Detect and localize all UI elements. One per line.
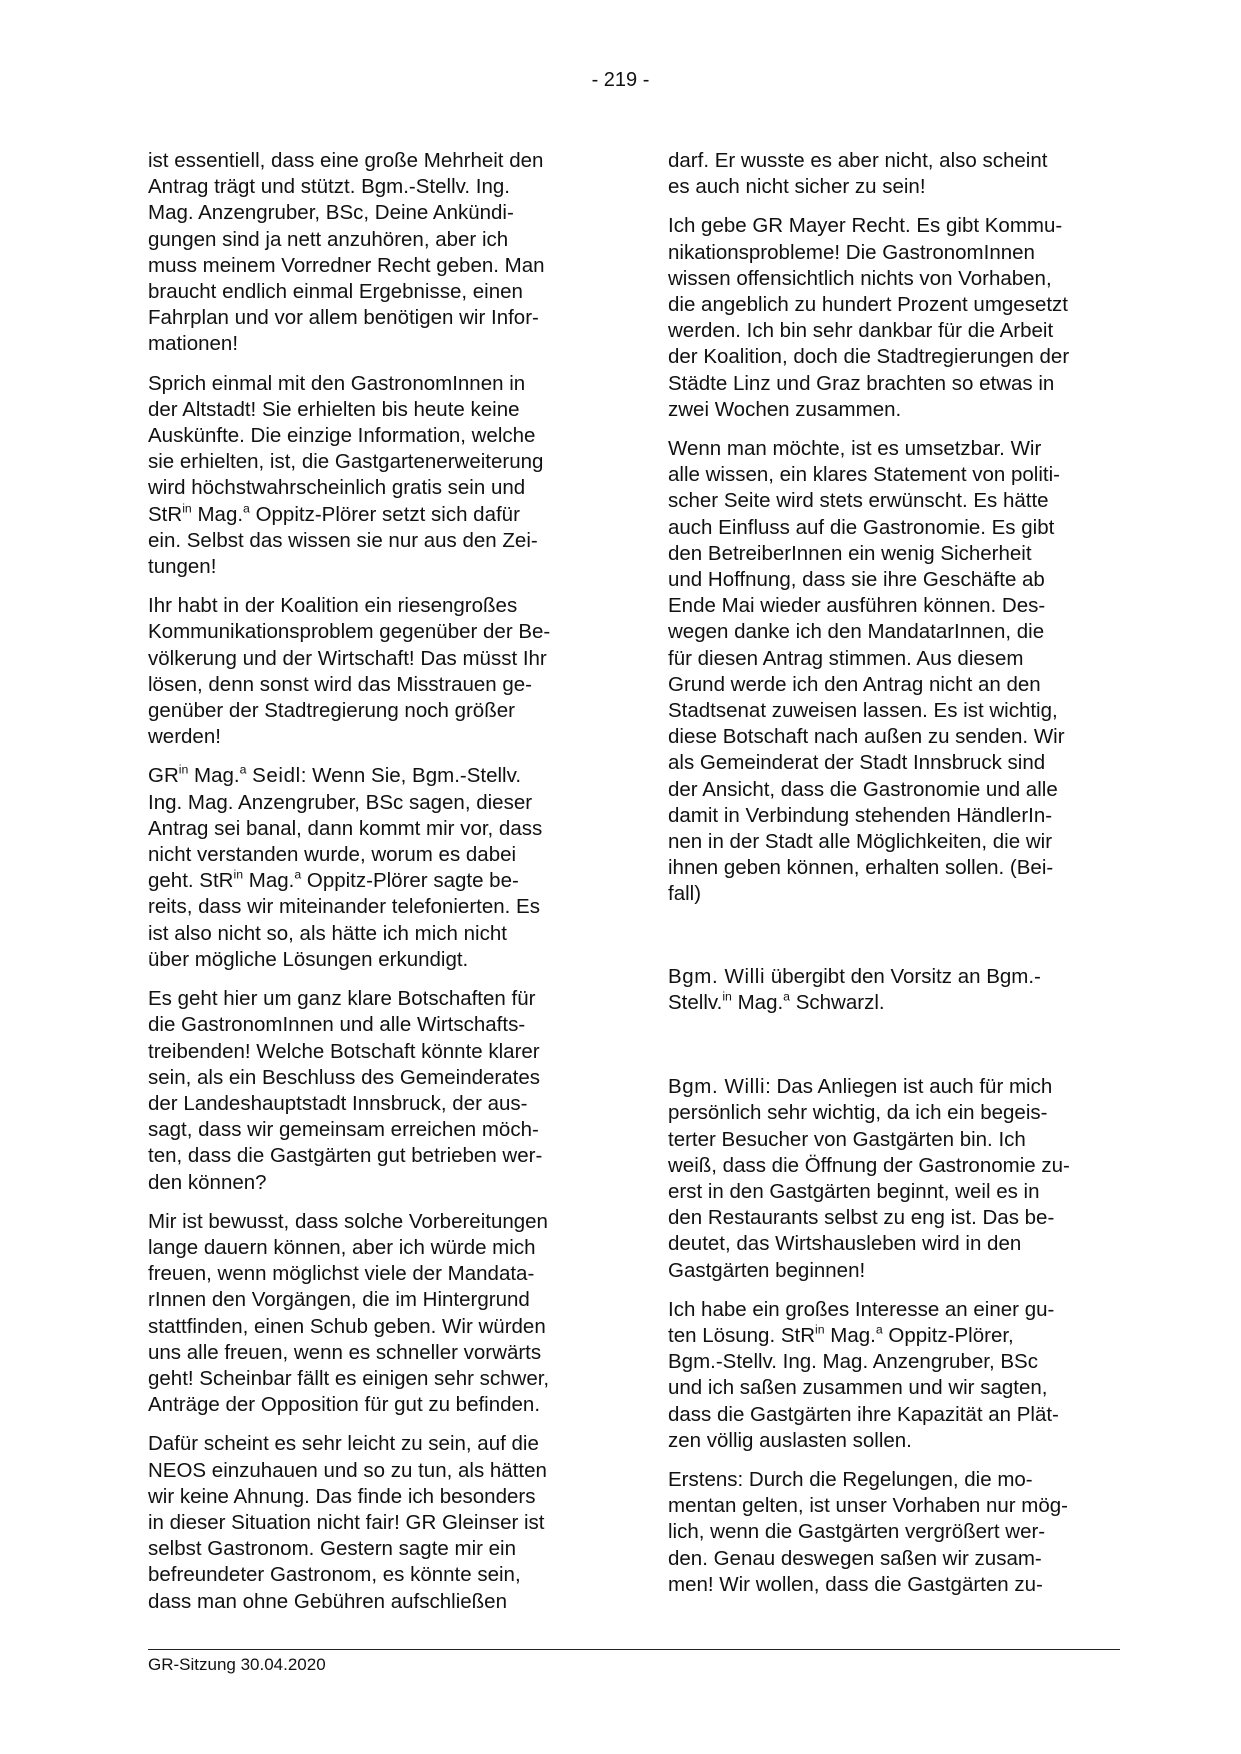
text-line: geht. StR$^{in}$ Mag.$^a$ Oppitz-Plörer sagte be- bbox=[148, 867, 519, 893]
paragraph bbox=[148, 763, 600, 973]
text-line: sagt, dass wir gemeinsam erreichen möch- bbox=[148, 1118, 539, 1142]
text-line: nen in der Stadt alle Möglichkeiten, die wir bbox=[668, 830, 1053, 854]
text-line: werden! bbox=[148, 725, 221, 749]
text-line: Ich gebe GR Mayer Recht. Es gibt Kommu- bbox=[668, 214, 1063, 238]
text-line: lösen, denn sonst wird das Misstrauen ge- bbox=[148, 672, 533, 696]
text-line: Dafür scheint es sehr leicht zu sein, auf die bbox=[148, 1432, 539, 1456]
left-column bbox=[148, 148, 600, 1628]
text-line: Städte Linz und Graz brachten so etwas in bbox=[668, 371, 1055, 395]
text-line: den Restaurants selbst zu eng ist. Das be- bbox=[668, 1206, 1055, 1230]
text-line: stattfinden, einen Schub geben. Wir würden bbox=[148, 1314, 546, 1338]
text-line: deutet, das Wirtshausleben wird in den bbox=[668, 1232, 1022, 1256]
text-line: den können? bbox=[148, 1170, 267, 1194]
text-line: zen völlig auslasten sollen. bbox=[668, 1428, 912, 1452]
text-line: sie erhielten, ist, die Gastgartenerweiterung bbox=[148, 450, 544, 474]
text-line: ist also nicht so, als hätte ich mich nicht bbox=[148, 921, 507, 945]
text-line: nicht verstanden wurde, worum es dabei bbox=[148, 843, 517, 867]
text-line: NEOS einzuhauen und so zu tun, als hätten bbox=[148, 1458, 547, 1482]
text-line: treibenden! Welche Botschaft könnte klarer bbox=[148, 1039, 540, 1063]
paragraph bbox=[148, 148, 600, 358]
text-line: ten, dass die Gastgärten gut betrieben wer- bbox=[148, 1144, 543, 1168]
text-line: der Ansicht, dass die Gastronomie und alle bbox=[668, 777, 1058, 801]
text-line: alle wissen, ein klares Statement von politi- bbox=[668, 463, 1060, 487]
text-line: tungen! bbox=[148, 555, 217, 579]
text-line: scher Seite wird stets erwünscht. Es hätte bbox=[668, 489, 1049, 513]
text-line: Mag. Anzengruber, BSc, Deine Ankündi- bbox=[148, 201, 514, 225]
text-line: der Altstadt! Sie erhielten bis heute keine bbox=[148, 397, 520, 421]
text-line: Erstens: Durch die Regelungen, die mo- bbox=[668, 1467, 1033, 1491]
text-line: zwei Wochen zusammen. bbox=[668, 397, 902, 421]
paragraph bbox=[668, 436, 1128, 908]
text-line: weiß, dass die Öffnung der Gastronomie zu- bbox=[668, 1153, 1070, 1177]
text-line: mationen! bbox=[148, 332, 239, 356]
text-line: Anträge der Opposition für gut zu befinden. bbox=[148, 1393, 541, 1417]
text-line: und Hoffnung, dass sie ihre Geschäfte ab bbox=[668, 568, 1045, 592]
text-line: den. Genau deswegen saßen wir zusam- bbox=[668, 1546, 1042, 1570]
text-line: ein. Selbst das wissen sie nur aus den Zei- bbox=[148, 528, 538, 552]
paragraph bbox=[668, 148, 1128, 200]
paragraph bbox=[148, 593, 600, 750]
text-line: Gastgärten beginnen! bbox=[668, 1258, 866, 1282]
text-line: für diesen Antrag stimmen. Aus diesem bbox=[668, 646, 1024, 670]
text-line: Antrag trägt und stützt. Bgm.-Stellv. Ing. bbox=[148, 175, 510, 199]
text-line: und ich saßen zusammen und wir sagten, bbox=[668, 1376, 1048, 1400]
text-line: wegen danke ich den MandatarInnen, die bbox=[668, 620, 1045, 644]
text-line: uns alle freuen, wenn es schneller vorwärts bbox=[148, 1340, 542, 1364]
text-line: Stellv.$^{in}$ Mag.$^a$ Schwarzl. bbox=[668, 989, 885, 1014]
text-line: ten Lösung. StR$^{in}$ Mag.$^a$ Oppitz-Plörer, bbox=[668, 1322, 1014, 1347]
text-line: völkerung und der Wirtschaft! Das müsst Ihr bbox=[148, 646, 547, 670]
text-line: braucht endlich einmal Ergebnisse, einen bbox=[148, 280, 523, 304]
text-line: über mögliche Lösungen erkundigt. bbox=[148, 947, 469, 971]
text-line: dass die Gastgärten ihre Kapazität an Plät- bbox=[668, 1402, 1059, 1426]
footer-divider bbox=[148, 1649, 1120, 1650]
text-line: Sprich einmal mit den GastronomInnen in bbox=[148, 371, 526, 395]
text-line: lich, wenn die Gastgärten vergrößert wer- bbox=[668, 1520, 1046, 1544]
text-line: Bgm.-Stellv. Ing. Mag. Anzengruber, BSc bbox=[668, 1350, 1038, 1374]
text-line: Ich habe ein großes Interesse an einer gu- bbox=[668, 1297, 1055, 1321]
text-line: Wenn man möchte, ist es umsetzbar. Wir bbox=[668, 437, 1042, 461]
text-line: Fahrplan und vor allem benötigen wir Infor- bbox=[148, 306, 539, 330]
paragraph bbox=[668, 1297, 1128, 1454]
text-line: als Gemeinderat der Stadt Innsbruck sind bbox=[668, 751, 1046, 775]
text-line: freuen, wenn möglichst viele der Mandata- bbox=[148, 1262, 535, 1286]
text-line: mentan gelten, ist unser Vorhaben nur mög- bbox=[668, 1494, 1068, 1518]
text-line: persönlich sehr wichtig, da ich ein begeis- bbox=[668, 1101, 1048, 1125]
paragraph bbox=[148, 371, 600, 581]
text-line: Ihr habt in der Koalition ein riesengroßes bbox=[148, 594, 518, 618]
text-line: Kommunikationsproblem gegenüber der Be- bbox=[148, 620, 551, 644]
text-line: ihnen geben können, erhalten sollen. (Bei- bbox=[668, 856, 1054, 880]
text-line: geht! Scheinbar fällt es einigen sehr schwer, bbox=[148, 1366, 550, 1390]
footer-text: GR-Sitzung 30.04.2020 bbox=[148, 1655, 326, 1674]
text-line: den BetreiberInnen ein wenig Sicherheit bbox=[668, 541, 1032, 565]
text-line: Bgm. Willi: Das Anliegen ist auch für mich bbox=[668, 1075, 1053, 1099]
text-line: Mir ist bewusst, dass solche Vorbereitungen bbox=[148, 1209, 548, 1233]
text-line: gungen sind ja nett anzuhören, aber ich bbox=[148, 227, 509, 251]
text-line: Auskünfte. Die einzige Information, welche bbox=[148, 424, 536, 448]
text-line: erst in den Gastgärten beginnt, weil es in bbox=[668, 1179, 1040, 1203]
text-line: sein, als ein Beschluss des Gemeinderates bbox=[148, 1065, 540, 1089]
text-line: Bgm. Willi übergibt den Vorsitz an Bgm.- bbox=[668, 964, 1041, 988]
paragraph bbox=[668, 213, 1128, 423]
text-line: rInnen den Vorgängen, die im Hintergrund bbox=[148, 1288, 530, 1312]
text-line: StR$^{in}$ Mag.$^a$ Oppitz-Plörer setzt sich dafür bbox=[148, 501, 520, 526]
text-line: Ing. Mag. Anzengruber, BSc sagen, dieser bbox=[148, 790, 533, 814]
paragraph bbox=[148, 1209, 600, 1419]
paragraph bbox=[668, 964, 1128, 1016]
text-line: die GastronomInnen und alle Wirtschafts- bbox=[148, 1013, 526, 1037]
text-line: fall) bbox=[668, 882, 702, 906]
text-line: Grund werde ich den Antrag nicht an den bbox=[668, 672, 1041, 696]
text-line: men! Wir wollen, dass die Gastgärten zu- bbox=[668, 1572, 1043, 1596]
text-line: befreundeter Gastronom, es könnte sein, bbox=[148, 1563, 521, 1587]
text-line: nikationsprobleme! Die GastronomInnen bbox=[668, 240, 1035, 264]
text-line: genüber der Stadtregierung noch größer bbox=[148, 699, 515, 723]
text-line: wissen offensichtlich nichts von Vorhaben, bbox=[668, 266, 1052, 290]
text-line: damit in Verbindung stehenden HändlerIn- bbox=[668, 803, 1053, 827]
text-line: wir keine Ahnung. Das finde ich besonders bbox=[148, 1484, 536, 1508]
page-number: - 219 - bbox=[591, 69, 650, 91]
text-line: Es geht hier um ganz klare Botschaften für bbox=[148, 987, 536, 1011]
text-line: der Koalition, doch die Stadtregierungen der bbox=[668, 345, 1070, 369]
text-line: in dieser Situation nicht fair! GR Gleinser ist bbox=[148, 1510, 545, 1534]
paragraph bbox=[148, 986, 600, 1196]
text-line: ist essentiell, dass eine große Mehrheit den bbox=[148, 149, 544, 172]
text-line: wird höchstwahrscheinlich gratis sein und bbox=[148, 476, 526, 500]
text-line: der Landeshauptstadt Innsbruck, der aus- bbox=[148, 1091, 528, 1115]
paragraph bbox=[668, 1467, 1128, 1598]
text-line: Stadtsenat zuweisen lassen. Es ist wichtig, bbox=[668, 699, 1058, 723]
text-line: Ende Mai wieder ausführen können. Des- bbox=[668, 594, 1046, 618]
text-line: reits, dass wir miteinander telefonierten. Es bbox=[148, 895, 540, 919]
text-line: selbst Gastronom. Gestern sagte mir ein bbox=[148, 1537, 517, 1561]
text-line: muss meinem Vorredner Recht geben. Man bbox=[148, 253, 545, 277]
text-line: $GR^{in}$ Mag.$^a$ Seidl: Wenn Sie, Bgm.-Stellv. bbox=[148, 762, 522, 788]
right-column bbox=[668, 148, 1128, 1611]
text-line: werden. Ich bin sehr dankbar für die Arbeit bbox=[668, 319, 1054, 343]
text-line: dass man ohne Gebühren aufschließen bbox=[148, 1589, 507, 1613]
text-line: die angeblich zu hundert Prozent umgesetzt bbox=[668, 293, 1069, 317]
text-line: Antrag sei banal, dann kommt mir vor, dass bbox=[148, 816, 543, 840]
text-line: diese Botschaft nach außen zu senden. Wir bbox=[668, 725, 1065, 749]
text-line: es auch nicht sicher zu sein! bbox=[668, 175, 926, 199]
text-line: lange dauern können, aber ich würde mich bbox=[148, 1235, 536, 1259]
paragraph bbox=[668, 1074, 1128, 1284]
paragraph bbox=[148, 1431, 600, 1614]
text-line: auch Einfluss auf die Gastronomie. Es gibt bbox=[668, 515, 1055, 539]
text-line: darf. Er wusste es aber nicht, also scheint bbox=[668, 149, 1048, 172]
text-line: terter Besucher von Gastgärten bin. Ich bbox=[668, 1127, 1026, 1151]
